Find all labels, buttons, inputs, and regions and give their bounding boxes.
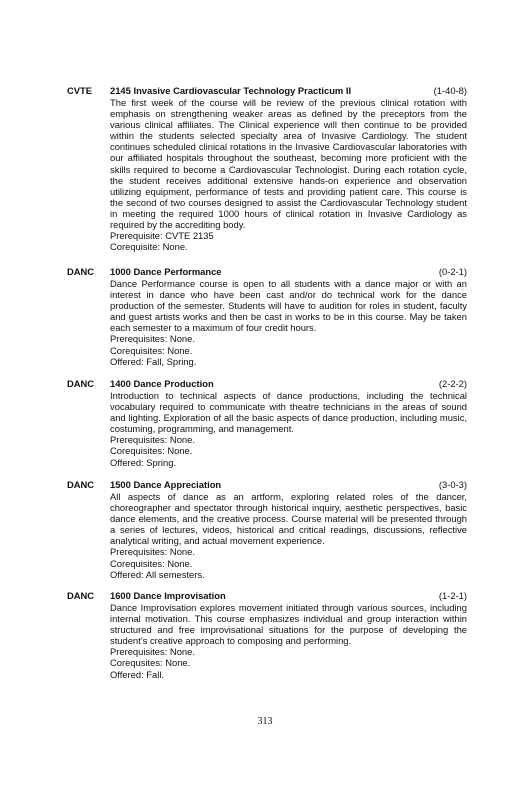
course-entry [67,266,467,367]
course-title: 2145 Invasive Cardiovascular Technology Practicum II [110,85,352,96]
course-prerequisite: Prerequisite: CVTE 2135 [110,230,214,242]
course-credits: (1-2-1) [438,590,467,601]
course-credits: (3-0-3) [438,479,467,490]
course-meta [110,646,467,679]
course-credits: (2-2-2) [438,378,467,389]
course-corequisite: Corequisites: None. [110,344,193,356]
course-entry [67,378,467,468]
course-prerequisite: Prerequisites: None. [110,646,195,658]
course-corequisite: Corequsites: None. [110,657,191,669]
course-credits: (1-40-8) [433,85,467,96]
course-offered: Offered: All semesters. [110,568,205,580]
course-entry [67,85,467,252]
course-meta [110,546,467,579]
course-dept: CVTE [67,85,93,96]
course-corequisite: Corequisites: None. [110,557,193,569]
course-offered: Offered: Fall. [110,668,165,680]
course-title: 1400 Dance Production [110,378,214,389]
course-description: All aspects of dance as an artform, exploring related roles of the dancer, choreographer and spectator through historical inquiry, aesthetic perspectives, basic dance elements, and the creative process. Course material will be presented through a series of lectures, videos, historical and critical readings, discussions, reflective analytical writing, and actual movement experience. [110,491,467,547]
course-dept: DANC [67,479,95,490]
page-number: 313 [257,716,273,727]
course-header [67,266,467,278]
course-description: Dance Performance course is open to all students with a dance major or with an interest in dance who have been cast and/or do technical work for the dance production of the semester. Students will have to audition for roles in student, faculty and guest artists works and then be cast in works to be in this course. May be taken each semester to a maximum of four credit hours. [110,278,467,334]
course-corequisite: Corequisites: None. [110,445,193,457]
course-description: The first week of the course will be review of the previous clinical rotation with emphasis on strengthening weaker areas as defined by the preceptors from the various clinical affiliates. The Clinical experience will then continue to be provided within the students selected specialty area of Invasive Cardiology. The student continues scheduled clinical rotations in the Invasive Cardiovascular laboratories with our affiliated hospitals throughout the southeast, becoming more proficient with the skills required to become a Cardiovascular Technologist. During each rotation cycle, the student receives additional extensive hands-on experience and observation utilizing equipment, performance of tests and providing patient care. This course is the second of two courses designed to assist the Cardiovascular Technology student in meeting the required 1000 hours of clinical rotation in Invasive Cardiology as required by the accrediting body. [110,97,467,231]
course-credits: (0-2-1) [438,266,467,277]
course-title: 1600 Dance Improvisation [110,590,226,601]
course-meta [110,333,467,366]
course-header [67,479,467,491]
course-header [67,378,467,390]
course-header [67,85,467,97]
course-prerequisite: Prerequisites: None. [110,546,195,558]
course-description: Dance Improvisation explores movement initiated through various sources, including internal motivation. This course emphasizes individual and group interaction within structured and free improvisational situations for the purpose of developing the student’s creative approach to composing and performing. [110,602,467,647]
course-title: 1500 Dance Appreciation [110,479,222,490]
course-dept: DANC [67,266,95,277]
course-description: Introduction to technical aspects of dance productions, including the technical vocabulary required to communicate with theatre technicians in the areas of sound and lighting. Exploration of all the basic aspects of dance production, including music, costuming, programming, and management. [110,390,467,435]
course-offered: Offered: Spring. [110,456,177,468]
course-header [67,590,467,602]
course-entry [67,479,467,580]
course-entry [67,590,467,680]
course-corequisite: Corequisite: None. [110,241,188,253]
course-dept: DANC [67,378,95,389]
course-meta [110,230,467,252]
course-title: 1000 Dance Performance [110,266,222,277]
course-dept: DANC [67,590,95,601]
course-prerequisite: Prerequisites: None. [110,434,195,446]
course-meta [110,434,467,467]
course-offered: Offered: Fall, Spring. [110,355,197,367]
course-prerequisite: Prerequisites: None. [110,333,195,345]
